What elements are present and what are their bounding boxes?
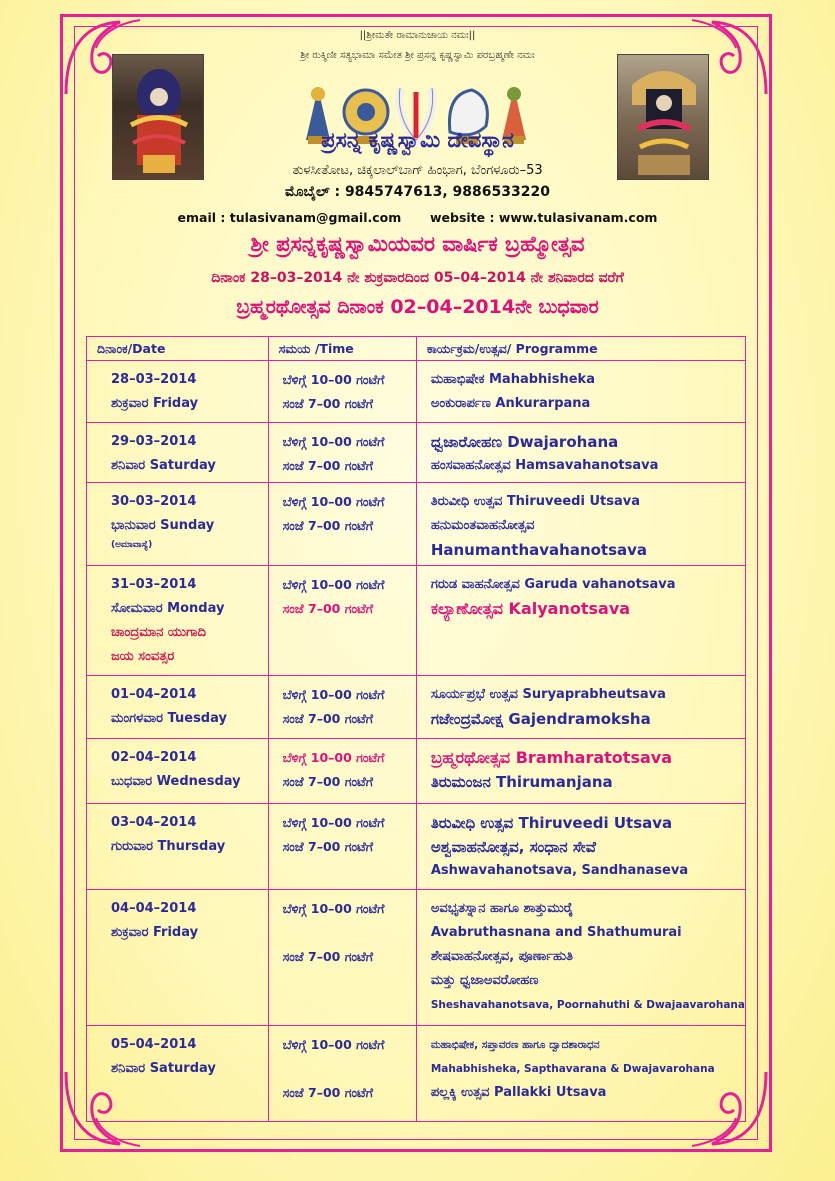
row-date: 01–04–2014 bbox=[111, 687, 197, 702]
programme-item: Mahabhisheka, Sapthavarana & Dwajavarohana bbox=[430, 1063, 715, 1075]
row-day: ಭಾನುವಾರ Sunday bbox=[111, 518, 215, 533]
table-row bbox=[87, 804, 746, 890]
row-date: 02–04–2014 bbox=[111, 750, 197, 765]
programme-item: ಅವಭೃತಸ್ನಾನ ಹಾಗೂ ಶಾತ್ತುಮುರೈ bbox=[430, 901, 574, 916]
row-day: ಶುಕ್ರವಾರ Friday bbox=[111, 396, 199, 411]
evening-time: ಸಂಜೆ 7–00 ಗಂಟೆಗೆ bbox=[282, 458, 373, 473]
website-text: website : www.tulasivanam.com bbox=[429, 210, 658, 225]
programme-item: ಧ್ವಜಾರೋಹಣ Dwajarohana bbox=[430, 433, 619, 451]
table-row bbox=[87, 423, 746, 483]
table-row bbox=[87, 1026, 746, 1122]
table-row bbox=[87, 483, 746, 566]
festival-title: ಶ್ರೀ ಪ್ರಸನ್ನಕೃಷ್ಣಸ್ವಾಮಿಯವರ ವಾರ್ಷಿಕ ಬ್ರಹ್ಮೋತ್ಸವ bbox=[250, 232, 585, 256]
morning-time: ಬೆಳಿಗ್ಗೆ 10–00 ಗಂಟೆಗೆ bbox=[282, 1037, 385, 1052]
row-day: ಬುಧವಾರ Wednesday bbox=[111, 774, 241, 789]
row-note: (ಅಮಾವಾಸ್ಯೆ) bbox=[111, 540, 153, 550]
programme-item: ಹಂಸವಾಹನೋತ್ಸವ Hamsavahanotsava bbox=[430, 458, 659, 473]
programme-item-highlight: ಬ್ರಹ್ಮರಥೋತ್ಸವ Bramharatotsava bbox=[430, 748, 672, 767]
invocation-line-2: ಶ್ರೀ ರುಕ್ಮಿಣೀ ಸತ್ಯಭಾಮಾ ಸಮೇತ ಶ್ರೀ ಪ್ರಸನ್ನ ಕೃಷ್ಣಸ್ವಾಮಿ ಪರಬ್ರಹ್ಮಣೇ ನಮಃ bbox=[300, 50, 535, 61]
contact-line bbox=[0, 210, 835, 225]
table-row bbox=[87, 361, 746, 423]
email-text: email : tulasivanam@gmail.com bbox=[177, 210, 402, 225]
table-header-row bbox=[87, 337, 746, 361]
programme-item: ಮಹಾಭಿಷೇಕ, ಸಪ್ತಾವರಣ ಹಾಗೂ ದ್ವಾದಶಾರಾಧನ bbox=[430, 1039, 600, 1051]
programme-item: ತಿರುವೀಧಿ ಉತ್ಸವ Thiruveedi Utsava bbox=[430, 814, 673, 832]
morning-time: ಬೆಳಿಗ್ಗೆ 10–00 ಗಂಟೆಗೆ bbox=[282, 434, 385, 449]
row-day: ಶನಿವಾರ Saturday bbox=[111, 1061, 216, 1076]
evening-time: ಸಂಜೆ 7–00 ಗಂಟೆಗೆ bbox=[282, 1085, 373, 1100]
programme-item: Sheshavahanotsava, Poornahuthi & Dwajaavarohana bbox=[430, 999, 745, 1011]
programme-item: ಸೂರ್ಯಪ್ರಭೆ ಉತ್ಸವ Suryaprabheutsava bbox=[430, 687, 666, 702]
row-date: 04–04–2014 bbox=[111, 901, 197, 916]
row-festival-note: ಚಾಂದ್ರಮಾನ ಯುಗಾದಿ bbox=[111, 625, 206, 640]
table-row bbox=[87, 566, 746, 676]
row-year-note: ಜಯ ಸಂವತ್ಸರ bbox=[111, 649, 175, 664]
programme-item: ಹನುಮಂತವಾಹನೋತ್ಸವ bbox=[430, 518, 535, 533]
programme-item: ಶೇಷವಾಹನೋತ್ಸವ, ಪೂರ್ಣಾಹುತಿ bbox=[430, 949, 574, 964]
row-day: ಶನಿವಾರ Saturday bbox=[111, 458, 216, 473]
row-date: 03–04–2014 bbox=[111, 815, 197, 830]
morning-time: ಬೆಳಿಗ್ಗೆ 10–00 ಗಂಟೆಗೆ bbox=[282, 494, 385, 509]
row-date: 05–04–2014 bbox=[111, 1037, 197, 1052]
programme-item: ಗರುಡ ವಾಹನೋತ್ಸವ Garuda vahanotsava bbox=[430, 577, 676, 592]
programme-item: ಪಲ್ಲಕ್ಕಿ ಉತ್ಸವ Pallakki Utsava bbox=[430, 1085, 607, 1100]
row-day: ಸೋಮವಾರ Monday bbox=[111, 601, 225, 616]
invocation-line-1: ||ಶ್ರೀಮತೇ ರಾಮಾನುಜಾಯ ನಮಃ|| bbox=[359, 30, 476, 41]
evening-time: ಸಂಜೆ 7–00 ಗಂಟೆಗೆ bbox=[282, 601, 373, 616]
programme-item: ಮತ್ತು ಧ್ವಜಾಅವರೋಹಣ bbox=[430, 973, 539, 988]
programme-item-highlight: ಕಲ್ಯಾಣೋತ್ಸವ Kalyanotsava bbox=[430, 599, 631, 618]
evening-time: ಸಂಜೆ 7–00 ಗಂಟೆಗೆ bbox=[282, 711, 373, 726]
evening-time: ಸಂಜೆ 7–00 ಗಂಟೆಗೆ bbox=[282, 396, 373, 411]
morning-time: ಬೆಳಿಗ್ಗೆ 10–00 ಗಂಟೆಗೆ bbox=[282, 901, 385, 916]
programme-item: Avabruthasnana and Shathumurai bbox=[430, 925, 682, 940]
temple-address: ತುಳಸೀತೋಟ, ಚಿಕ್ಕಲಾಲ್‌ಬಾಗ್ ಹಿಂಭಾಗ, ಬೆಂಗಳೂರು–53 bbox=[292, 163, 543, 178]
programme-item: ತಿರುವೀಧಿ ಉತ್ಸವ Thiruveedi Utsava bbox=[430, 494, 640, 509]
morning-time: ಬೆಳಿಗ್ಗೆ 10–00 ಗಂಟೆಗೆ bbox=[282, 815, 385, 830]
morning-time: ಬೆಳಿಗ್ಗೆ 10–00 ಗಂಟೆಗೆ bbox=[282, 372, 385, 387]
header-date: ದಿನಾಂಕ/Date bbox=[87, 337, 269, 361]
evening-time: ಸಂಜೆ 7–00 ಗಂಟೆಗೆ bbox=[282, 774, 373, 789]
header-time: ಸಮಯ /Time bbox=[268, 337, 416, 361]
evening-time: ಸಂಜೆ 7–00 ಗಂಟೆಗೆ bbox=[282, 949, 373, 964]
table-row bbox=[87, 739, 746, 804]
morning-time: ಬೆಳಿಗ್ಗೆ 10–00 ಗಂಟೆಗೆ bbox=[282, 577, 385, 592]
deity-photo-right bbox=[617, 54, 709, 180]
programme-item: Hanumanthavahanotsava bbox=[430, 541, 648, 559]
mobile-numbers: ಮೊಬೈಲ್ : 9845747613, 9886533220 bbox=[285, 184, 550, 200]
deity-photo-left bbox=[112, 54, 204, 180]
row-day: ಶುಕ್ರವಾರ Friday bbox=[111, 925, 199, 940]
programme-item: ಅಶ್ವವಾಹನೋತ್ಸವ, ಸಂಧಾನ ಸೇವೆ bbox=[430, 838, 596, 856]
programme-item: ಗಜೇಂದ್ರಮೋಕ್ಷ Gajendramoksha bbox=[430, 710, 651, 728]
row-date: 29–03–2014 bbox=[111, 434, 197, 449]
row-date: 31–03–2014 bbox=[111, 577, 197, 592]
table-row bbox=[87, 890, 746, 1026]
temple-name: ಪ್ರಸನ್ನ ಕೃಷ್ಣಸ್ವಾಮಿ ದೇವಸ್ಥಾನ bbox=[321, 128, 514, 152]
row-date: 30–03–2014 bbox=[111, 494, 197, 509]
row-day: ಮಂಗಳವಾರ Tuesday bbox=[111, 711, 227, 726]
schedule-table bbox=[86, 336, 746, 1122]
morning-time: ಬೆಳಿಗ್ಗೆ 10–00 ಗಂಟೆಗೆ bbox=[282, 687, 385, 702]
row-day: ಗುರುವಾರ Thursday bbox=[111, 839, 226, 854]
ratha-date-line: ಬ್ರಹ್ಮರಥೋತ್ಸವ ದಿನಾಂಕ 02–04–2014ನೇ ಬುಧವಾರ bbox=[236, 296, 599, 318]
evening-time: ಸಂಜೆ 7–00 ಗಂಟೆಗೆ bbox=[282, 839, 373, 854]
header-programme: ಕಾರ್ಯಕ್ರಮ/ಉತ್ಸವ/ Programme bbox=[416, 337, 745, 361]
programme-item: ತಿರುಮಂಜನ Thirumanjana bbox=[430, 773, 613, 791]
programme-item: ಅಂಕುರಾರ್ಪಣ Ankurarpana bbox=[430, 396, 591, 411]
evening-time: ಸಂಜೆ 7–00 ಗಂಟೆಗೆ bbox=[282, 518, 373, 533]
programme-item: ಮಹಾಭಿಷೇಕ Mahabhisheka bbox=[430, 372, 595, 387]
programme-item: Ashwavahanotsava, Sandhanaseva bbox=[430, 863, 689, 878]
morning-time: ಬೆಳಿಗ್ಗೆ 10–00 ಗಂಟೆಗೆ bbox=[282, 750, 385, 765]
table-row bbox=[87, 676, 746, 739]
row-date: 28–03–2014 bbox=[111, 372, 197, 387]
festival-date-range: ದಿನಾಂಕ 28–03–2014 ನೇ ಶುಕ್ರವಾರದಿಂದ 05–04–2014 ನೇ ಶನಿವಾರದ ವರೆಗೆ bbox=[211, 270, 624, 286]
